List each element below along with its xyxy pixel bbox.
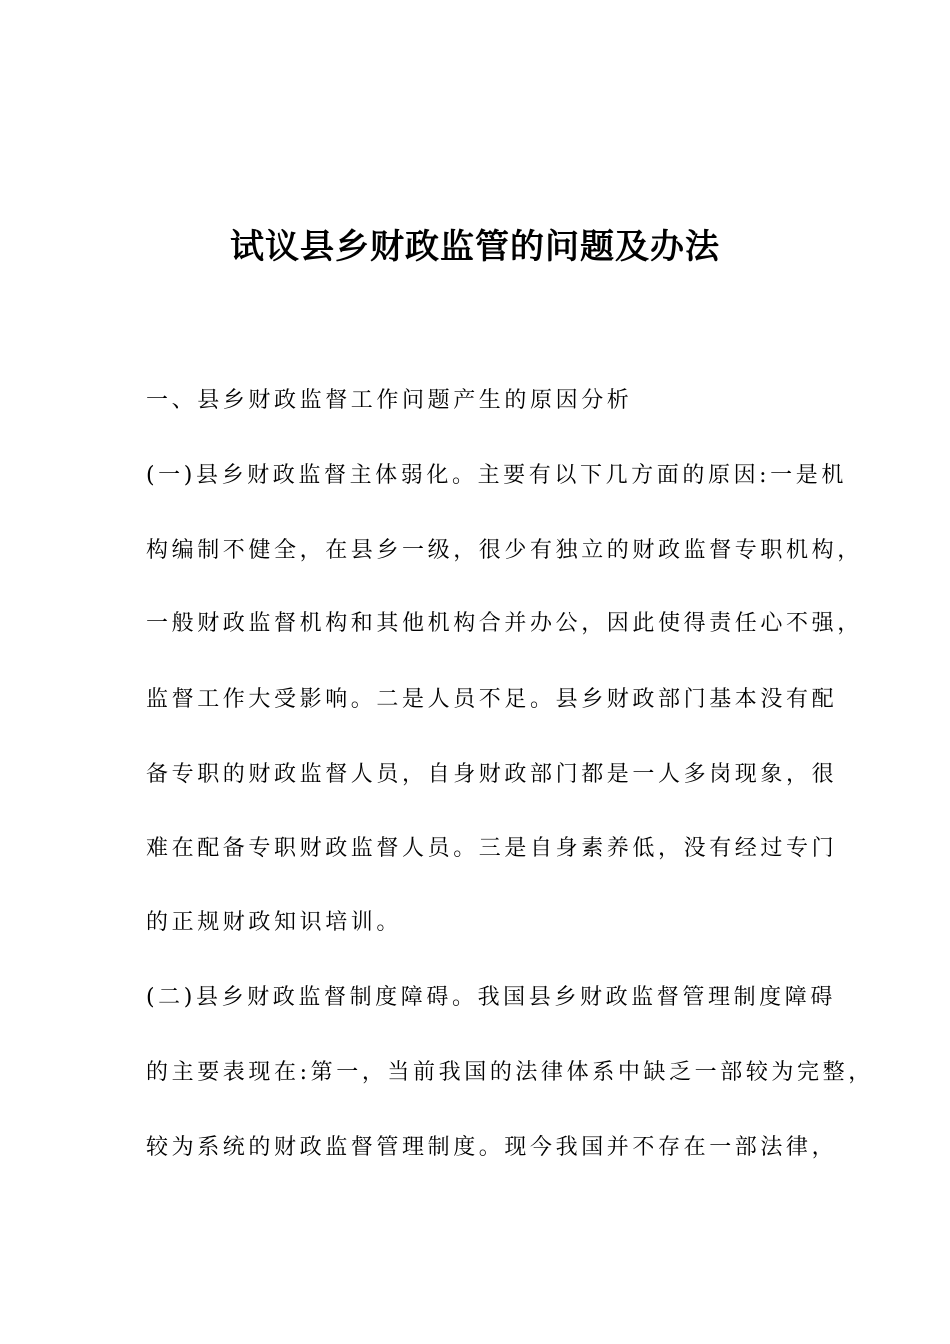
text-line: 难在配备专职财政监督人员。三是自身素养低，没有经过专门 xyxy=(146,836,838,861)
section-heading: 一、县乡财政监督工作问题产生的原因分析 xyxy=(146,388,633,413)
text-line: 构编制不健全，在县乡一级，很少有独立的财政监督专职机构， xyxy=(146,538,863,563)
document-title: 试议县乡财政监管的问题及办法 xyxy=(230,227,720,267)
text-line: (一)县乡财政监督主体弱化。主要有以下几方面的原因:一是机 xyxy=(146,463,847,488)
text-line: 的正规财政知识培训。 xyxy=(146,910,403,935)
text-line: 监督工作大受影响。二是人员不足。县乡财政部门基本没有配 xyxy=(146,687,838,712)
text-line: 一般财政监督机构和其他机构合并办公，因此使得责任心不强， xyxy=(146,611,863,636)
text-line: 的主要表现在:第一，当前我国的法律体系中缺乏一部较为完整， xyxy=(146,1060,874,1085)
text-line: (二)县乡财政监督制度障碍。我国县乡财政监督管理制度障碍 xyxy=(146,985,836,1010)
text-line: 较为系统的财政监督管理制度。现今我国并不存在一部法律， xyxy=(146,1135,838,1160)
text-line: 备专职的财政监督人员，自身财政部门都是一人多岗现象，很 xyxy=(146,762,838,787)
